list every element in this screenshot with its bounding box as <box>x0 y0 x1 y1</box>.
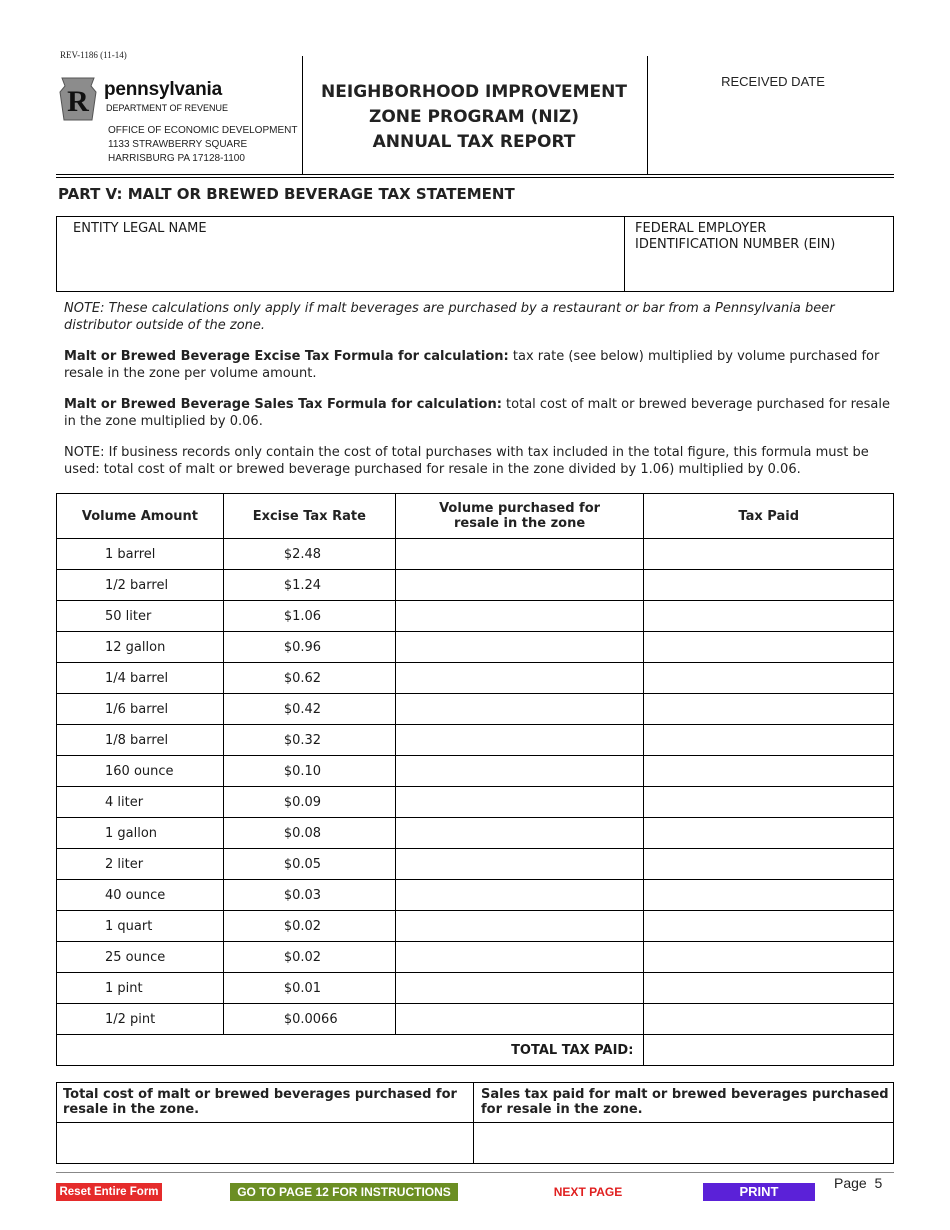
header-volume-purchased-line: Volume purchased for <box>439 501 601 516</box>
tax-paid-cell <box>644 570 894 601</box>
volume-purchased-cell <box>395 973 644 1004</box>
volume-purchased-cell <box>395 818 644 849</box>
note-tax-included: NOTE: If business records only contain the cost of total purchases with tax included in the total figure, this formula must be used: total cost of malt or brewed beverage purchased for resale in the zone divided by 1.06) multiplied by 0.06. <box>64 445 869 477</box>
tax-paid-cell <box>644 694 894 725</box>
total-tax-paid-label: TOTAL TAX PAID: <box>57 1035 644 1066</box>
sales-tax-label-line: for resale in the zone. <box>481 1102 643 1117</box>
volume-amount-cell: 12 gallon <box>57 632 224 663</box>
table-row <box>57 663 894 694</box>
header-excise-tax-rate: Excise Tax Rate <box>223 494 395 539</box>
tax-paid-input[interactable] <box>644 880 893 910</box>
form-title <box>304 80 644 155</box>
ein-label: IDENTIFICATION NUMBER (EIN) <box>635 237 836 252</box>
excise-rate-cell: $1.24 <box>223 570 395 601</box>
volume-purchased-cell <box>395 942 644 973</box>
header-rule <box>56 174 894 175</box>
table-row <box>57 1004 894 1035</box>
excise-rate-cell: $0.02 <box>223 942 395 973</box>
volume-amount-cell: 50 liter <box>57 601 224 632</box>
tax-paid-cell <box>644 663 894 694</box>
excise-rate-cell: $2.48 <box>223 539 395 570</box>
entity-legal-name-field[interactable]: ENTITY LEGAL NAME <box>73 221 207 236</box>
go-to-instructions-button[interactable]: GO TO PAGE 12 FOR INSTRUCTIONS <box>230 1183 458 1201</box>
volume-purchased-cell <box>395 1004 644 1035</box>
header-volume-purchased <box>395 494 644 539</box>
volume-purchased-input[interactable] <box>396 880 644 910</box>
volume-purchased-input[interactable] <box>396 787 644 817</box>
tax-paid-input[interactable] <box>644 787 893 817</box>
table-row <box>57 725 894 756</box>
volume-purchased-cell <box>395 880 644 911</box>
volume-amount-cell: 1/2 barrel <box>57 570 224 601</box>
tax-paid-cell <box>644 1004 894 1035</box>
tax-paid-cell <box>644 725 894 756</box>
entity-divider <box>624 217 625 291</box>
volume-amount-cell: 4 liter <box>57 787 224 818</box>
tax-paid-cell <box>644 973 894 1004</box>
volume-amount-cell: 40 ounce <box>57 880 224 911</box>
header-volume-purchased-line: resale in the zone <box>453 516 586 531</box>
table-row <box>57 942 894 973</box>
volume-amount-cell: 1 quart <box>57 911 224 942</box>
excise-rate-cell: $0.03 <box>223 880 395 911</box>
volume-amount-cell: 25 ounce <box>57 942 224 973</box>
department-name: DEPARTMENT OF REVENUE <box>106 103 229 113</box>
sales-tax-box <box>56 1082 894 1164</box>
tax-paid-cell <box>644 849 894 880</box>
office-line: 1133 STRAWBERRY SQUARE <box>108 139 248 150</box>
volume-amount-cell: 1/4 barrel <box>57 663 224 694</box>
volume-purchased-input[interactable] <box>396 849 644 879</box>
volume-amount-cell: 1 barrel <box>57 539 224 570</box>
tax-paid-cell <box>644 818 894 849</box>
title-line: NEIGHBORHOOD IMPROVEMENT <box>321 82 627 102</box>
excise-rate-cell: $0.08 <box>223 818 395 849</box>
entity-box <box>56 216 894 292</box>
bottom-divider <box>57 1122 893 1123</box>
ein-label: FEDERAL EMPLOYER <box>635 221 767 236</box>
next-page-button[interactable]: NEXT PAGE <box>553 1185 623 1199</box>
table-row <box>57 973 894 1004</box>
excise-rate-cell: $0.02 <box>223 911 395 942</box>
note-calculations: NOTE: These calculations only apply if malt beverages are purchased by a restaurant or bar from a Pennsylvania beer distributor outside of the zone. <box>64 301 835 333</box>
page-indicator <box>834 1175 882 1191</box>
tax-paid-cell <box>644 601 894 632</box>
tax-paid-input[interactable] <box>644 818 893 848</box>
total-cost-input[interactable] <box>59 1125 473 1161</box>
volume-amount-cell: 2 liter <box>57 849 224 880</box>
note-sales-formula <box>64 396 894 430</box>
header-rule <box>56 177 894 178</box>
volume-purchased-input[interactable] <box>396 1004 644 1034</box>
tax-paid-input[interactable] <box>644 849 893 879</box>
sales-tax-paid-input[interactable] <box>477 1125 893 1161</box>
volume-purchased-cell <box>395 632 644 663</box>
header-divider <box>647 56 648 174</box>
excise-formula-text: tax rate (see below) multiplied by volume purchased for resale in the zone per volume amount. <box>64 349 880 381</box>
volume-purchased-cell <box>395 694 644 725</box>
office-line: HARRISBURG PA 17128-1100 <box>108 153 245 164</box>
office-line: OFFICE OF ECONOMIC DEVELOPMENT <box>108 125 298 136</box>
tax-paid-input[interactable] <box>644 694 893 724</box>
table-row <box>57 818 894 849</box>
tax-paid-cell <box>644 632 894 663</box>
table-row <box>57 632 894 663</box>
footer-rule <box>56 1172 894 1173</box>
tax-paid-cell <box>644 880 894 911</box>
volume-purchased-input[interactable] <box>396 570 644 600</box>
excise-rate-cell: $0.09 <box>223 787 395 818</box>
volume-amount-cell: 160 ounce <box>57 756 224 787</box>
excise-rate-cell: $1.06 <box>223 601 395 632</box>
tax-paid-input[interactable] <box>644 570 893 600</box>
sales-formula-label: Malt or Brewed Beverage Sales Tax Formula for calculation: <box>64 397 502 412</box>
svg-text:R: R <box>67 85 89 118</box>
volume-amount-cell: 1/6 barrel <box>57 694 224 725</box>
volume-purchased-cell <box>395 539 644 570</box>
note-excise-formula <box>64 348 894 382</box>
table-header-row <box>57 494 894 539</box>
keystone-logo-icon <box>58 76 98 122</box>
excise-rate-cell: $0.32 <box>223 725 395 756</box>
table-row <box>57 756 894 787</box>
page-label: Page <box>834 1175 867 1191</box>
sales-tax-label-line: Sales tax paid for malt or brewed beverages purchased <box>481 1087 889 1102</box>
tax-paid-input[interactable] <box>644 973 893 1003</box>
volume-purchased-input[interactable] <box>396 973 644 1003</box>
volume-amount-cell: 1/8 barrel <box>57 725 224 756</box>
header-divider <box>302 56 303 174</box>
total-row <box>57 1035 894 1066</box>
volume-amount-cell: 1 pint <box>57 973 224 1004</box>
excise-rate-cell: $0.0066 <box>223 1004 395 1035</box>
sales-formula-text: total cost of malt or brewed beverage purchased for resale in the zone multiplied by 0.06. <box>64 397 891 429</box>
volume-purchased-cell <box>395 601 644 632</box>
header-volume-amount: Volume Amount <box>57 494 224 539</box>
volume-purchased-cell <box>395 756 644 787</box>
tax-paid-input[interactable] <box>644 601 893 631</box>
volume-purchased-input[interactable] <box>396 539 644 569</box>
table-row <box>57 601 894 632</box>
sales-tax-paid-label <box>481 1087 889 1117</box>
ein-field[interactable] <box>635 221 835 253</box>
volume-purchased-input[interactable] <box>396 632 644 662</box>
brand-name: pennsylvania <box>104 79 222 100</box>
tax-paid-input[interactable] <box>644 725 893 755</box>
total-tax-paid-input[interactable] <box>644 1035 893 1065</box>
tax-paid-input[interactable] <box>644 942 893 972</box>
excise-rate-cell: $0.10 <box>223 756 395 787</box>
tax-paid-cell <box>644 539 894 570</box>
total-cost-label-line: Total cost of malt or brewed beverages purchased for <box>63 1087 457 1102</box>
volume-purchased-input[interactable] <box>396 663 644 693</box>
volume-purchased-input[interactable] <box>396 911 644 941</box>
excise-formula-label: Malt or Brewed Beverage Excise Tax Formula for calculation: <box>64 349 509 364</box>
excise-tax-table <box>56 493 894 1066</box>
volume-purchased-cell <box>395 725 644 756</box>
tax-paid-input[interactable] <box>644 539 893 569</box>
tax-paid-input[interactable] <box>644 756 893 786</box>
volume-purchased-cell <box>395 663 644 694</box>
volume-purchased-input[interactable] <box>396 756 644 786</box>
total-cost-label <box>63 1087 457 1117</box>
bottom-divider <box>473 1083 474 1163</box>
tax-paid-input[interactable] <box>644 1004 893 1034</box>
volume-purchased-cell <box>395 787 644 818</box>
volume-purchased-input[interactable] <box>396 818 644 848</box>
table-body <box>57 539 894 1066</box>
table-row <box>57 787 894 818</box>
total-tax-paid-cell <box>644 1035 894 1066</box>
excise-rate-cell: $0.42 <box>223 694 395 725</box>
excise-rate-cell: $0.05 <box>223 849 395 880</box>
volume-purchased-input[interactable] <box>396 942 644 972</box>
tax-paid-input[interactable] <box>644 911 893 941</box>
print-button[interactable]: PRINT <box>703 1183 815 1201</box>
total-cost-label-line: resale in the zone. <box>63 1102 200 1117</box>
volume-amount-cell: 1 gallon <box>57 818 224 849</box>
page-number: 5 <box>874 1175 883 1191</box>
form-code: REV-1186 (11-14) <box>60 50 127 60</box>
tax-paid-cell <box>644 911 894 942</box>
volume-purchased-cell <box>395 849 644 880</box>
office-address <box>108 124 297 166</box>
volume-purchased-input[interactable] <box>396 694 644 724</box>
tax-paid-input[interactable] <box>644 632 893 662</box>
excise-rate-cell: $0.01 <box>223 973 395 1004</box>
tax-paid-input[interactable] <box>644 663 893 693</box>
header-tax-paid: Tax Paid <box>644 494 894 539</box>
volume-purchased-cell <box>395 570 644 601</box>
excise-rate-cell: $0.62 <box>223 663 395 694</box>
reset-form-button[interactable]: Reset Entire Form <box>56 1183 162 1201</box>
table-row <box>57 911 894 942</box>
table-row <box>57 880 894 911</box>
table-row <box>57 694 894 725</box>
tax-paid-cell <box>644 756 894 787</box>
received-date-label: RECEIVED DATE <box>721 74 825 89</box>
excise-rate-cell: $0.96 <box>223 632 395 663</box>
volume-purchased-input[interactable] <box>396 601 644 631</box>
table-row <box>57 539 894 570</box>
volume-amount-cell: 1/2 pint <box>57 1004 224 1035</box>
volume-purchased-cell <box>395 911 644 942</box>
tax-paid-cell <box>644 942 894 973</box>
tax-paid-cell <box>644 787 894 818</box>
volume-purchased-input[interactable] <box>396 725 644 755</box>
title-line: ANNUAL TAX REPORT <box>372 132 576 152</box>
table-row <box>57 570 894 601</box>
part-title: PART V: MALT OR BREWED BEVERAGE TAX STATEMENT <box>58 185 515 203</box>
table-row <box>57 849 894 880</box>
title-line: ZONE PROGRAM (NIZ) <box>369 107 579 127</box>
